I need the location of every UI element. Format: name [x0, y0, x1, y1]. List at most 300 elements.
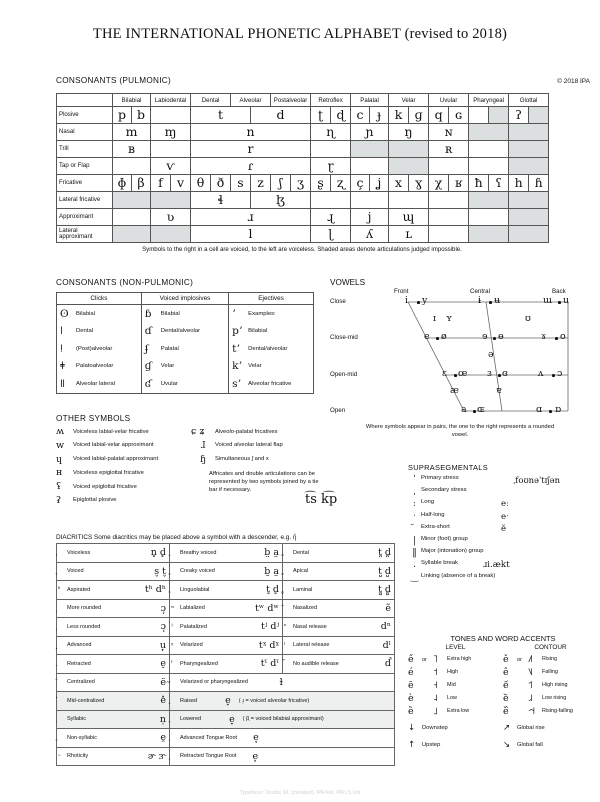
cell-plosive-retroflex-vl: ʈ [311, 107, 331, 124]
list-item [191, 440, 326, 451]
rowlabel-fricative: Fricative [57, 175, 113, 192]
ejective-label: Bilabial [248, 328, 268, 335]
dia-cell [170, 599, 283, 618]
length-mark-half-long: ˑ [412, 511, 417, 522]
diacritic-label: Velarized or pharyngealized [180, 679, 248, 686]
cell-trill-retroflex [311, 141, 351, 158]
tone-letter-icon: ˥ [433, 654, 438, 665]
vowel-dot [493, 337, 496, 340]
tone-symbol: e᷅ [503, 693, 509, 704]
cell-latfric-pharyngeal [469, 192, 509, 209]
dia-cell [170, 618, 283, 637]
list-item [408, 738, 503, 752]
cell-latappr-labiodental [151, 226, 191, 243]
diacritics-section [56, 534, 396, 766]
list-item [229, 323, 313, 341]
suprasegmentals-heading: SUPRASEGMENTALS [408, 463, 488, 472]
cell-latfric-alveolar-vl: ɬ [191, 192, 251, 209]
dia-cell [57, 618, 170, 637]
tones-contour-column [503, 653, 598, 752]
cell-plosive-bilabial-vd: b [132, 107, 151, 124]
supra-label: Secondary stress [421, 487, 467, 494]
other-symbols-left-col [56, 426, 191, 509]
cell-fric-velar-vl: x [389, 175, 409, 192]
tone-letter-icon: ˧˦˧ [528, 706, 536, 717]
diacritic-example: ẽ [385, 602, 391, 614]
diacritic-label: Velarized [180, 642, 203, 649]
diacritic-example: tʷ dʷ [254, 602, 279, 614]
cell-latfric-uvular [429, 192, 469, 209]
tone-symbol: e̋ [408, 654, 414, 665]
dia-cell [170, 655, 283, 674]
vowel-dot [549, 410, 552, 413]
diacritic-example: ɔ̹ [160, 602, 166, 614]
col-glottal: Glottal [509, 94, 549, 107]
tones-level-column [408, 653, 503, 752]
vowel-symbol-turned-a: ɐ [496, 385, 502, 396]
list-item [56, 495, 191, 506]
diacritic-mark [171, 734, 180, 741]
list-item [408, 487, 598, 497]
vowel-dot [552, 374, 555, 377]
list-item [142, 323, 228, 341]
diacritic-mark: ⁿ [284, 623, 287, 631]
vowel-dot [454, 374, 457, 377]
vowel-label-front: Front [394, 288, 409, 295]
dia-cell [170, 747, 395, 766]
diacritic-mark [171, 716, 180, 723]
diacritic-example: e̽ [160, 695, 166, 707]
pulmonic-section [56, 76, 548, 253]
minor-group-bar-icon: | [412, 535, 417, 546]
list-item [56, 454, 191, 465]
diacritic-label: Creaky voiced [180, 568, 215, 575]
stress-mark-primary: ˈ [413, 475, 416, 485]
diacritic-label: Palatalized [180, 623, 207, 630]
symbol-glyph: ʜ [56, 467, 63, 479]
diacritic-mark [58, 568, 67, 575]
row-nasal [57, 124, 549, 141]
tone-label: High [447, 668, 459, 675]
list-item [57, 358, 141, 376]
cell-plosive-dentalveolar-vd: d [251, 107, 311, 124]
cell-plosive-pharyngeal-vl [469, 107, 489, 124]
list-item [408, 705, 503, 718]
vowel-label-open-mid: Open-mid [330, 371, 358, 378]
col-implosives: Voiced implosives [141, 293, 228, 305]
diacritic-label: Lowered [180, 716, 202, 723]
diacritic-mark: ˠ [171, 641, 174, 649]
tone-label: Low rising [542, 694, 567, 701]
nonpulmonic-header-row [57, 293, 314, 305]
supra-label: Half-long [421, 511, 445, 518]
table-row [57, 544, 395, 563]
diacritic-example: n̥ d̥ [150, 547, 166, 559]
tone-symbol: ē [408, 680, 414, 691]
list-item [191, 426, 326, 437]
row-plosive [57, 107, 549, 124]
vowel-dot [555, 337, 558, 340]
cell-latfric-palatal [351, 192, 389, 209]
diacritic-example: tˠ dˠ [258, 639, 279, 651]
diacritic-example: t̼ d̼ [266, 584, 279, 596]
dia-cell [57, 562, 170, 581]
cell-nasal-alveolar: n [191, 124, 311, 141]
vowel-symbol-u: u [563, 295, 570, 306]
affricate-note: Affricates and double articulations can be represented by two symbols joined by a tie bar if necessary. [209, 470, 319, 493]
list-item [408, 548, 598, 558]
row-tap [57, 158, 549, 175]
diacritic-mark [58, 734, 67, 741]
suprasegmentals-example: ˌfoʊnəˈtɪʃən [513, 475, 560, 485]
cell-fric-glottal-vl: h [509, 175, 529, 192]
implosive-label: Uvular [160, 380, 178, 387]
diacritic-example: ɫ [279, 676, 283, 688]
rowlabel-approximant: Approximant [57, 209, 113, 226]
list-item [408, 721, 503, 735]
rowlabel-trill: Trill [57, 141, 113, 158]
breve-mark-extra-short [408, 524, 421, 534]
implosive-symbol: ɓ [144, 307, 152, 320]
nonpulmonic-heading: CONSONANTS (NON-PULMONIC) [56, 278, 194, 287]
cell-tap-bilabial [113, 158, 151, 175]
cell-fric-labiodental-vd: v [171, 175, 191, 192]
symbol-label: Simultaneous ʃ and x [215, 456, 269, 463]
vowel-label-central: Central [470, 288, 490, 295]
dia-cell [57, 599, 170, 618]
diacritic-paren-note: ( ɹ̝ = voiced alveolar fricative) [238, 697, 310, 704]
cell-fric-alveolar-vl: s [231, 175, 251, 192]
diacritic-mark [284, 549, 293, 556]
cell-plosive-retroflex-vd: ɖ [331, 107, 351, 124]
cell-fric-pharyngeal-vd: ʕ [489, 175, 509, 192]
col-retroflex: Retroflex [311, 94, 351, 107]
dia-cell [283, 544, 395, 563]
cell-latfric-bilabial [113, 192, 151, 209]
cell-fric-retroflex-vl: ʂ [311, 175, 331, 192]
cell-appr-alveolar: ɹ [191, 209, 311, 226]
diacritic-mark: ʲ [171, 623, 173, 631]
cell-fric-pharyngeal-vl: ħ [469, 175, 489, 192]
cell-trill-velar [389, 141, 429, 158]
col-labiodental: Labiodental [151, 94, 191, 107]
tone-label: Rising-falling [542, 707, 573, 714]
vowel-symbol-oe-ligature: œ [458, 368, 468, 379]
linking-mark: ‿ [410, 572, 419, 583]
rowlabel-lateral-approximant: Lateral approximant [57, 226, 113, 243]
cell-latfric-retroflex [311, 192, 351, 209]
cell-plosive-uvular-vl: q [429, 107, 449, 124]
table-row [57, 747, 395, 766]
list-item [56, 481, 191, 492]
vowel-grid-lines [330, 288, 595, 420]
diacritic-label: Laminal [293, 586, 313, 593]
list-item [229, 375, 313, 393]
click-label: Alveolar lateral [76, 380, 115, 387]
rowlabel-plosive: Plosive [57, 107, 113, 124]
vowel-symbol-schwa: ə [488, 349, 494, 360]
implosive-label: Dental/alveolar [160, 328, 201, 335]
list-item [408, 475, 598, 485]
cell-latappr-palatal: ʎ [351, 226, 389, 243]
tone-label: Global rise [517, 725, 545, 731]
diacritic-mark [58, 697, 67, 704]
other-symbols-section [56, 414, 326, 509]
vowel-quadrilateral [330, 288, 595, 418]
tone-label: Upstep [422, 742, 441, 748]
diacritic-example: dⁿ [380, 621, 391, 633]
cell-latfric-glottal [509, 192, 549, 209]
list-item [408, 653, 503, 666]
tone-letter-icon: ˦˥ [528, 680, 533, 691]
diacritic-mark [58, 623, 67, 630]
cell-latfric-velar [389, 192, 429, 209]
cell-plosive-dentalveolar-vl: t [191, 107, 251, 124]
col-palatal: Palatal [351, 94, 389, 107]
list-item [408, 536, 598, 546]
tone-label: Low [447, 694, 457, 701]
dia-cell [57, 581, 170, 600]
diacritic-paren-note: ( β̞ = voiced bilabial approximant) [242, 716, 324, 723]
stress-mark-secondary: ˌ [413, 487, 416, 498]
vowel-symbol-reversed-e: ɘ [482, 331, 488, 342]
vowels-note: Where symbols appear in pairs, the one to the right represents a rounded vowel. [365, 424, 555, 439]
row-trill [57, 141, 549, 158]
major-group-bar-icon: ‖ [412, 548, 417, 559]
tone-label: Mid [447, 681, 456, 688]
diacritic-mark [58, 716, 67, 723]
vowel-symbol-turned-script-a: ɒ [555, 404, 562, 415]
diacritic-label: Mid-centralized [67, 697, 105, 704]
diacritic-label: No audible release [293, 660, 339, 667]
cell-nasal-glottal [509, 124, 549, 141]
tone-symbol: é [408, 667, 414, 678]
list-item [503, 653, 598, 666]
cell-fric-postalveolar-vl: ʃ [271, 175, 291, 192]
cell-latfric-alveolar-vd: ɮ [251, 192, 311, 209]
ejective-symbol: tʼ [232, 342, 240, 355]
table-row [57, 599, 395, 618]
dia-cell [170, 710, 395, 729]
list-item [191, 454, 326, 465]
click-label: (Post)alveolar [76, 345, 113, 352]
tone-label: Extra high [447, 655, 472, 662]
diacritic-example: s̬ t̬ [154, 565, 166, 577]
diacritic-mark [58, 660, 67, 667]
diacritic-mark [58, 549, 67, 556]
ejective-label: Alveolar fricative [248, 380, 292, 387]
tones-section [408, 634, 598, 752]
cell-appr-uvular [429, 209, 469, 226]
vowel-symbol-i: i [405, 295, 409, 306]
cell-fric-dental-vd: ð [211, 175, 231, 192]
ejective-symbol: kʼ [232, 360, 242, 373]
cell-fric-velar-vd: ɣ [409, 175, 429, 192]
list-item [408, 573, 598, 583]
vowel-label-open: Open [330, 407, 346, 414]
list-item [142, 358, 228, 376]
cell-tap-alveolar: ɾ [191, 158, 311, 175]
supra-example: ɹi.ækt [483, 560, 510, 571]
diacritic-label: Voiced [67, 568, 84, 575]
dia-cell [283, 581, 395, 600]
diacritic-mark [171, 697, 180, 704]
vowel-symbol-y: y [422, 295, 428, 306]
table-row [57, 729, 395, 748]
supra-label: Long [421, 499, 435, 506]
table-row [57, 655, 395, 674]
diacritic-example: tʰ dʰ [144, 584, 166, 596]
cell-tap-uvular [429, 158, 469, 175]
list-item [56, 440, 191, 451]
dia-cell [283, 636, 395, 655]
diacritic-example: t̺ d̺ [378, 565, 391, 577]
diacritic-mark [284, 568, 293, 575]
tone-label: Rising [542, 655, 557, 662]
diacritic-example: e̘ [253, 732, 259, 744]
diacritic-example: b̤ a̤ [264, 547, 279, 559]
click-label: Palatoalveolar [76, 363, 114, 370]
table-row [57, 673, 395, 692]
cell-nasal-uvular: ɴ [429, 124, 469, 141]
list-item [503, 679, 598, 692]
cell-nasal-velar: ŋ [389, 124, 429, 141]
cell-appr-palatal: j [351, 209, 389, 226]
tone-label: Falling [542, 668, 558, 675]
table-row [57, 636, 395, 655]
list-item [408, 692, 503, 705]
supra-label: Primary stress [421, 475, 459, 481]
diacritic-example: ɚ ɝ [147, 750, 166, 762]
global-rise-icon: ↗ [503, 723, 511, 733]
supra-label: Syllable break [421, 560, 459, 567]
upstep-icon: ↑ [408, 740, 416, 750]
dia-cell [283, 618, 395, 637]
diacritic-label: Advanced [67, 642, 92, 649]
table-row [57, 692, 395, 711]
diacritic-label: Retracted Tongue Root [180, 753, 237, 760]
diacritic-label: Non-syllabic [67, 734, 97, 741]
list-item [229, 340, 313, 358]
cell-appr-velar: ɰ [389, 209, 429, 226]
pulmonic-header-row [57, 94, 549, 107]
nonpulmonic-body-row [57, 305, 314, 394]
cell-plosive-labiodental [151, 107, 191, 124]
implosive-label: Bilabial [160, 310, 180, 317]
tones-heading: TONES AND WORD ACCENTS [450, 634, 556, 643]
list-item [408, 560, 598, 570]
vowel-dot [558, 301, 561, 304]
cell-fric-postalveolar-vd: ʒ [291, 175, 311, 192]
dia-cell [57, 729, 170, 748]
tone-letter-icon: ˧ [433, 680, 438, 691]
cell-tap-retroflex: ɽ [311, 158, 351, 175]
cell-latappr-bilabial [113, 226, 151, 243]
syllable-break-mark: . [413, 560, 416, 571]
symbol-label: Epiglottal plosive [73, 497, 117, 504]
diacritic-label: Nasalized [293, 605, 318, 612]
dia-cell [57, 747, 170, 766]
rowlabel-nasal: Nasal [57, 124, 113, 141]
cell-trill-alveolar: r [191, 141, 311, 158]
col-alveolar: Alveolar [231, 94, 271, 107]
dia-cell [57, 544, 170, 563]
cell-plosive-uvular-vd: ɢ [449, 107, 469, 124]
cell-trill-uvular: ʀ [429, 141, 469, 158]
dia-cell [57, 655, 170, 674]
supra-label: Minor (foot) group [421, 535, 468, 542]
rowlabel-lateral-fricative: Lateral fricative [57, 192, 113, 209]
col-uvular: Uvular [429, 94, 469, 107]
cell-fric-bilabial-vl: ɸ [113, 175, 132, 192]
tones-level-heading: LEVEL [445, 644, 466, 651]
length-mark-long: ː [412, 499, 417, 510]
diacritic-example: b̰ a̰ [264, 565, 279, 577]
diacritic-label: Less rounded [67, 623, 101, 630]
cell-trill-bilabial: ʙ [113, 141, 151, 158]
diacritic-label: Lateral release [293, 642, 330, 649]
page-title: THE INTERNATIONAL PHONETIC ALPHABET (revised to 2018) [92, 26, 508, 42]
implosive-symbol: ɗ [144, 325, 152, 338]
ipa-chart-page [0, 26, 600, 802]
cell-appr-labiodental: ʋ [151, 209, 191, 226]
list-item [56, 426, 191, 437]
vowel-symbol-rams-horn: ɤ [541, 331, 547, 342]
dia-cell [57, 710, 170, 729]
row-approximant [57, 209, 549, 226]
symbol-glyph: ʡ [56, 494, 62, 506]
vowel-symbol-e: e [424, 331, 430, 342]
vowel-dot [498, 374, 501, 377]
diacritic-label: Centralized [67, 679, 95, 686]
cell-appr-retroflex: ɻ [311, 209, 351, 226]
dia-cell [283, 655, 395, 674]
tone-label: High rising [542, 681, 568, 688]
cell-trill-glottal [509, 141, 549, 158]
diacritic-label: Pharyngealized [180, 660, 218, 667]
cell-trill-palatal [351, 141, 389, 158]
tone-symbol: e᷈ [503, 706, 509, 717]
cell-nasal-labiodental: ɱ [151, 124, 191, 141]
click-symbol: ǂ [60, 360, 65, 373]
vowel-symbol-o: o [560, 331, 566, 342]
diacritic-example: n̩ [159, 713, 166, 725]
list-item [57, 340, 141, 358]
symbol-glyph: ʢ [56, 481, 62, 493]
dia-cell [57, 692, 170, 711]
footer-credit: Typefaces: Doulos SIL (metatext), IPA Kiel, IPA LS Uni [239, 790, 361, 796]
global-fall-icon: ↘ [503, 740, 511, 750]
vowel-symbol-turned-v: ʌ [538, 368, 544, 379]
cell-plosive-palatal-vl: c [351, 107, 370, 124]
cell-nasal-retroflex: ɳ [311, 124, 351, 141]
diacritic-mark: ʷ [171, 604, 175, 612]
diacritic-example: e̝ [225, 695, 231, 707]
symbol-label: Voiceless labial-velar fricative [73, 428, 149, 435]
diacritic-example: ɔ̜ [160, 621, 166, 633]
list-item [229, 305, 313, 323]
diacritic-label: Nasal release [293, 623, 327, 630]
cell-fric-labiodental-vl: f [151, 175, 171, 192]
vowel-symbol-barred-o: ɵ [498, 331, 504, 342]
supra-label: Linking (absence of a break) [421, 572, 496, 579]
tone-label: Global fall [517, 742, 543, 748]
cell-plosive-glottal-vl: ʔ [509, 107, 529, 124]
dia-cell [283, 599, 395, 618]
diacritic-label: Labialized [180, 605, 205, 612]
vowels-heading: VOWELS [330, 278, 366, 287]
vowel-symbol-small-cap-oe: ɶ [477, 404, 485, 415]
